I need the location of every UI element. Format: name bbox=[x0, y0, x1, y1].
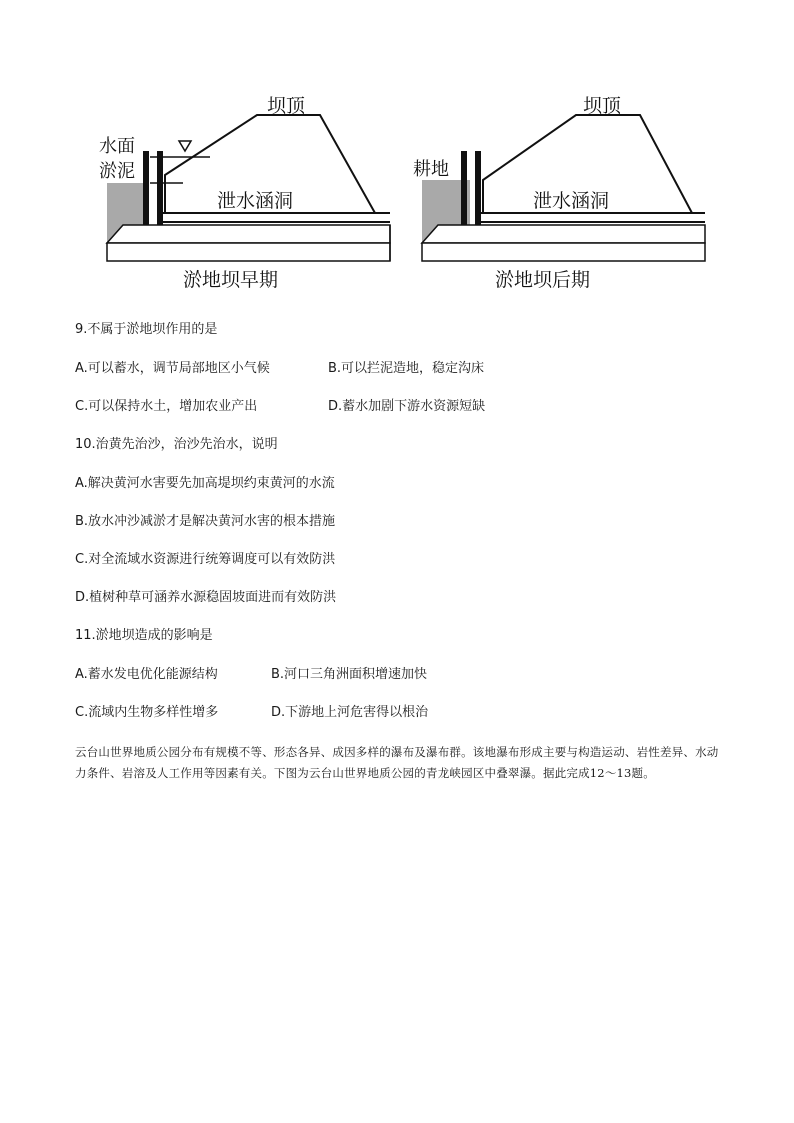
q10-option-a: A.解决黄河水害要先加高堤坝约束黄河的水流 bbox=[75, 476, 335, 491]
q10-option-b: B.放水冲沙减淤才是解决黄河水害的根本措施 bbox=[75, 514, 336, 529]
q11-option-c: C.流域内生物多样性增多 bbox=[75, 705, 219, 720]
q11-option-a: A.蓄水发电优化能源结构 bbox=[75, 667, 218, 682]
q9-option-b: B.可以拦泥造地，稳定沟床 bbox=[328, 361, 485, 376]
base-top-later bbox=[422, 225, 705, 243]
label-dam-top-left: 坝顶 bbox=[267, 95, 306, 117]
base-top bbox=[107, 225, 390, 243]
q9-option-c: C.可以保持水土，增加农业产出 bbox=[75, 399, 258, 414]
passage-text: 云台山世界地质公园分布有规模不等、形态各异、成因多样的瀑布及瀑布群。该地瀑布形成主要与构造运动、岩性差异、水动力条件、岩溶及人工作用等因素有关。下图为云台山世界地质公园的青龙峡园区中叠翠瀑。据此完成12～13题。 bbox=[75, 745, 719, 780]
label-farmland: 耕地 bbox=[413, 159, 449, 180]
q11-option-b: B.河口三角洲面积增速加快 bbox=[271, 667, 428, 682]
early-stage-diagram bbox=[99, 95, 390, 291]
question-9-stem: 9.不属于淤地坝作用的是 bbox=[75, 322, 218, 337]
later-stage-diagram bbox=[413, 95, 705, 291]
q9-option-a: A.可以蓄水，调节局部地区小气候 bbox=[75, 361, 270, 376]
question-11-stem: 11.淤地坝造成的影响是 bbox=[75, 628, 213, 643]
q10-option-d: D.植树种草可涵养水源稳固坡面进而有效防洪 bbox=[75, 590, 337, 605]
label-culvert-right: 泄水涵洞 bbox=[533, 190, 610, 212]
q11-option-d: D.下游地上河危害得以根治 bbox=[271, 705, 429, 720]
q9-option-d: D.蓄水加剧下游水资源短缺 bbox=[328, 399, 486, 414]
label-water-surface: 水面 bbox=[99, 136, 135, 157]
label-silt: 淤泥 bbox=[99, 161, 135, 182]
silt-dam-diagram bbox=[95, 85, 720, 299]
label-dam-top-right: 坝顶 bbox=[583, 95, 622, 117]
base-front bbox=[107, 243, 390, 261]
q10-option-c: C.对全流域水资源进行统筹调度可以有效防洪 bbox=[75, 552, 336, 567]
caption-early: 淤地坝早期 bbox=[183, 269, 279, 291]
caption-later: 淤地坝后期 bbox=[495, 269, 591, 291]
base-front-later bbox=[422, 243, 705, 261]
water-level-symbol bbox=[179, 141, 191, 151]
question-10-stem: 10.治黄先治沙，治沙先治水，说明 bbox=[75, 437, 278, 452]
label-culvert-left: 泄水涵洞 bbox=[217, 190, 294, 212]
